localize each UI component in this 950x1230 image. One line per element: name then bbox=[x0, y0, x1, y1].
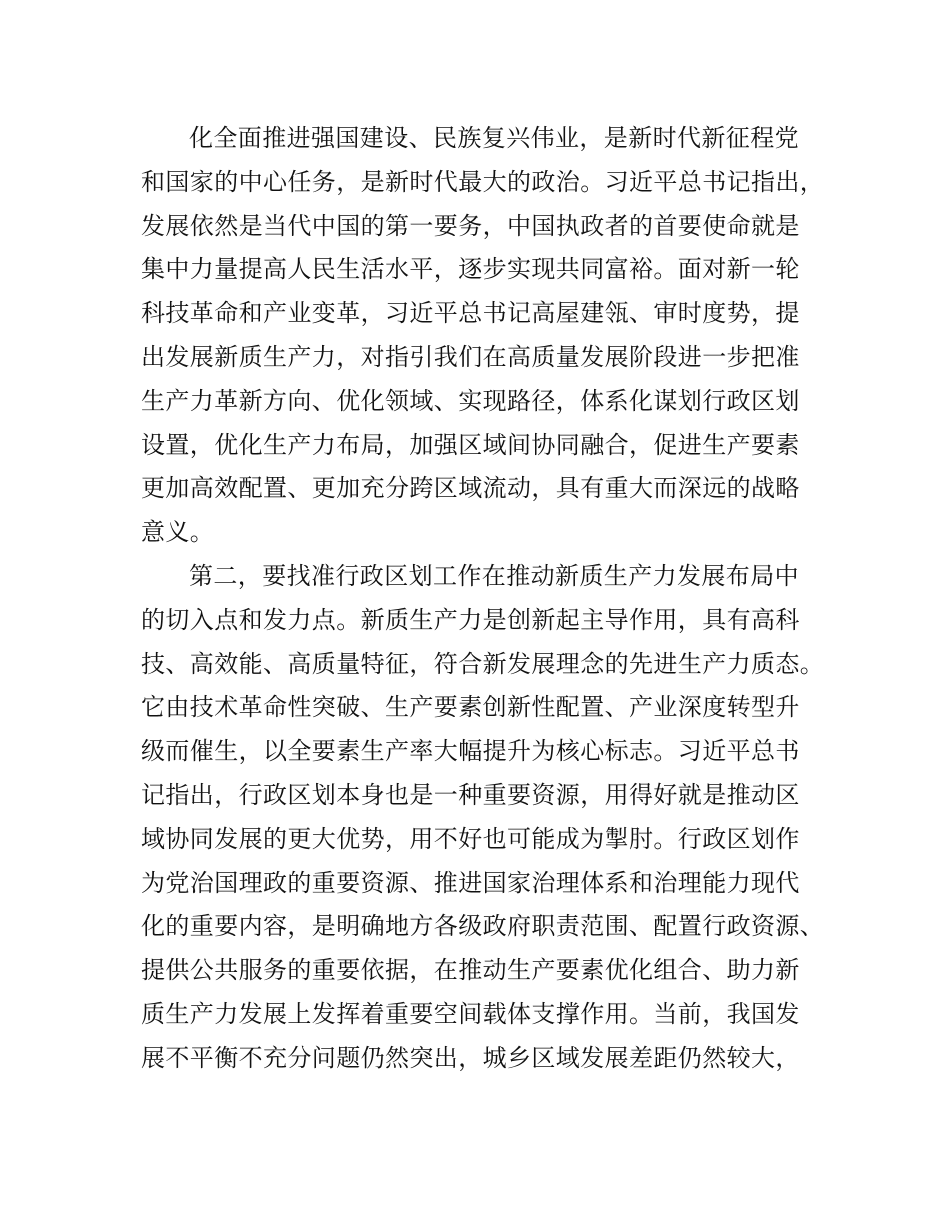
paragraph-1-line-6: 出发展新质生产力，对指引我们在高质量发展阶段进一步把准 bbox=[141, 342, 800, 371]
paragraph-1-line-7: 生产力革新方向、优化领域、实现路径，体系化谋划行政区划 bbox=[141, 386, 800, 415]
paragraph-1-line-5: 科技革命和产业变革，习近平总书记高屋建瓴、审时度势，提 bbox=[141, 299, 800, 328]
paragraph-2-line-10: 提供公共服务的重要依据，在推动生产要素优化组合、助力新 bbox=[141, 956, 800, 985]
body-text bbox=[141, 117, 841, 1081]
paragraph-1-line-9: 更加高效配置、更加充分跨区域流动，具有重大而深远的战略 bbox=[141, 474, 800, 503]
paragraph-2-line-12: 展不平衡不充分问题仍然突出，城乡区域发展差距仍然较大， bbox=[141, 1043, 800, 1072]
paragraph-1-line-2: 和国家的中心任务，是新时代最大的政治。习近平总书记指出， bbox=[141, 167, 825, 196]
paragraph-2-line-9: 化的重要内容，是明确地方各级政府职责范围、配置行政资源、 bbox=[141, 912, 825, 941]
paragraph-1-line-4: 集中力量提高人民生活水平，逐步实现共同富裕。面对新一轮 bbox=[141, 255, 800, 284]
paragraph-2-line-3: 技、高效能、高质量特征，符合新发展理念的先进生产力质态。 bbox=[141, 649, 825, 678]
paragraph-1-line-1: 化全面推进强国建设、民族复兴伟业，是新时代新征程党 bbox=[189, 124, 799, 152]
paragraph-2-line-2: 的切入点和发力点。新质生产力是创新起主导作用，具有高科 bbox=[141, 605, 800, 634]
paragraph-2-line-8: 为党治国理政的重要资源、推进国家治理体系和治理能力现代 bbox=[141, 868, 800, 897]
paragraph-2-line-6: 记指出，行政区划本身也是一种重要资源，用得好就是推动区 bbox=[141, 780, 800, 809]
paragraph-1-line-8: 设置，优化生产力布局，加强区域间协同融合，促进生产要素 bbox=[141, 430, 800, 459]
paragraph-1-line-3: 发展依然是当代中国的第一要务，中国执政者的首要使命就是 bbox=[141, 211, 800, 240]
paragraph-2-line-7: 域协同发展的更大优势，用不好也可能成为掣肘。行政区划作 bbox=[141, 824, 800, 853]
paragraph-1-line-10: 意义。 bbox=[141, 518, 215, 547]
paragraph-2-line-11: 质生产力发展上发挥着重要空间载体支撑作用。当前，我国发 bbox=[141, 999, 800, 1028]
paragraph-2-line-5: 级而催生，以全要素生产率大幅提升为核心标志。习近平总书 bbox=[141, 737, 800, 766]
paragraph-2-line-1: 第二，要找准行政区划工作在推动新质生产力发展布局中 bbox=[189, 561, 799, 590]
paragraph-2-line-4: 它由技术革命性突破、生产要素创新性配置、产业深度转型升 bbox=[141, 693, 800, 722]
